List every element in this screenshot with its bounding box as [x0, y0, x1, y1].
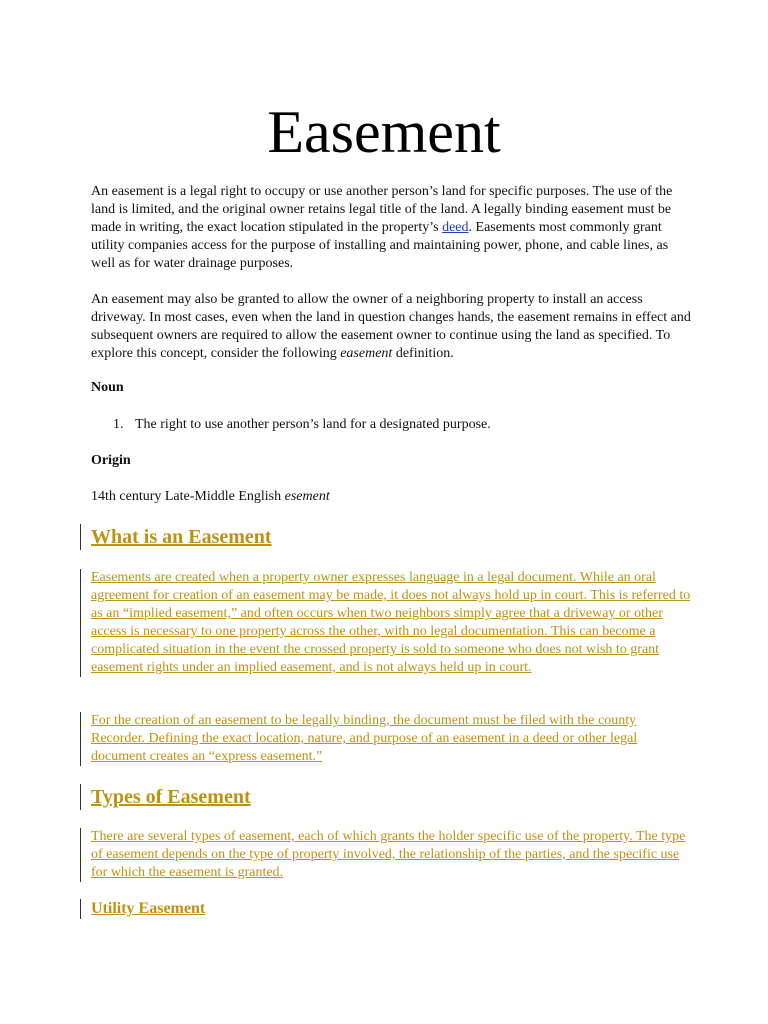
utility-heading-block [80, 899, 205, 919]
origin-text-italic: esement [284, 489, 330, 504]
what-heading-block [80, 524, 272, 550]
utility-easement-heading: Utility Easement [91, 900, 206, 917]
intro-p2-text-end: definition. [392, 346, 454, 361]
list-item [113, 416, 491, 434]
page-title: Easement [267, 99, 501, 165]
list-item-text: The right to use another person’s land for a designated purpose. [135, 417, 491, 432]
intro-p2-italic: easement [340, 346, 393, 361]
what-paragraph-2: For the creation of an easement to be legally binding, the document must be filed with the county Recorder. Defining the exact location, nature, and purpose of an easement in a deed or other legal document creates an “express easement.” [91, 713, 638, 764]
what-is-an-easement-heading: What is an Easement [91, 526, 272, 548]
intro-p1-text: An easement is a legal right to occupy or use another person’s land for specific purposes. The use of the land is limited, and the original owner retains legal title of the land. A legally binding easement must be made in writing, the exact location stipulated in the property’s [91, 184, 673, 235]
types-of-easement-heading: Types of Easement [91, 786, 251, 808]
intro-p2-text: An easement may also be granted to allow the owner of a neighboring property to install an access driveway. In most cases, even when the land in question changes hands, the easement remains in effect and subsequent owners are required to allow the easement owner to continue using the land as specified. To explore this concept, consider the following [91, 292, 691, 361]
noun-label: Noun [91, 380, 124, 395]
origin-text [91, 488, 691, 506]
what-paragraph-1: Easements are created when a property owner expresses language in a legal document. While an oral agreement for creation of an easement may be made, it does not always hold up in court. This is referred to as an “implied easement,” and often occurs when two neighbors simply agree that a driveway or other access is necessary to one property across the other, with no legal documentation. This can become a complicated situation in the event the crossed property is sold to someone who does not wish to grant easement rights under an implied easement, and is not always held up in court. [91, 570, 691, 675]
types-paragraph: There are several types of easement, each of which grants the holder specific use of the property. The type of easement depends on the type of property involved, the relationship of the parties, and the specific use for which the easement is granted. [91, 829, 686, 880]
list-item-number: 1. [113, 417, 124, 432]
origin-text-plain: 14th century Late-Middle English [91, 489, 285, 504]
types-heading-block [80, 784, 251, 810]
what-paragraph-2-block [80, 712, 691, 766]
origin-label: Origin [91, 453, 131, 468]
deed-link[interactable]: deed [442, 220, 469, 235]
what-paragraph-1-block [80, 569, 691, 677]
intro-paragraph-1 [91, 183, 691, 273]
intro-paragraph-2 [91, 291, 691, 363]
types-paragraph-block [80, 828, 691, 882]
noun-definition-list [113, 416, 491, 434]
intro-p1-text-end: . Easements most commonly grant utility companies access for the purpose of installing and maintaining power, phone, and cable lines, as well as for water drainage purposes. [91, 220, 669, 271]
